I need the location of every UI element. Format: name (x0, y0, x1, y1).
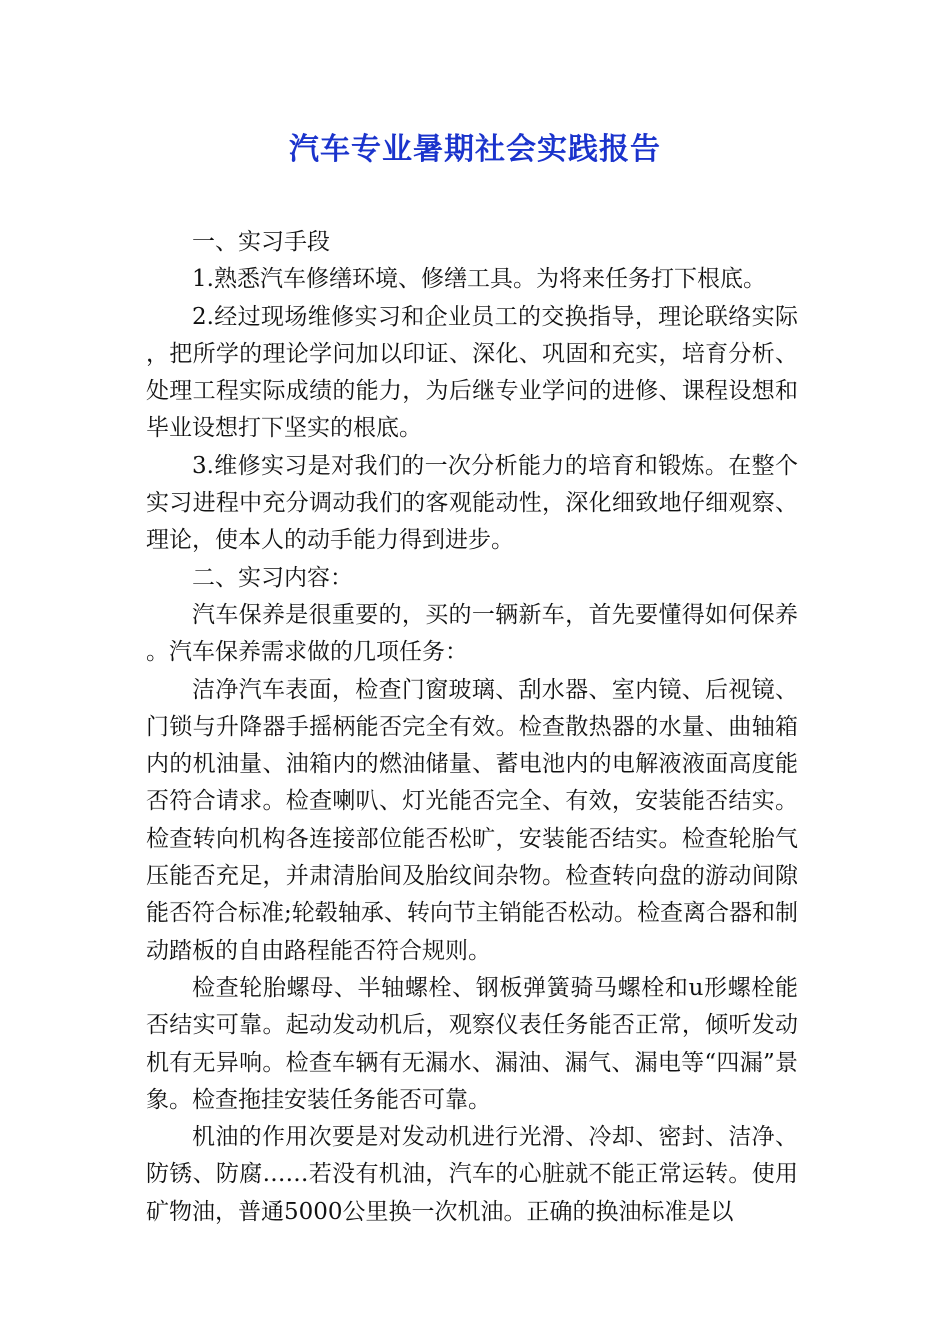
paragraph-purpose-2: 2.经过现场维修实习和企业员工的交换指导，理论联络实际，把所学的理论学问加以印证、深化、巩固和充实，培育分析、处理工程实际成绩的能力，为后继专业学问的进修、课程设想和毕业设想打下坚实的根底。 (146, 303, 798, 442)
section-heading-content: 二、实习内容： (192, 564, 353, 591)
paragraph-maintenance-intro: 汽车保养是很重要的，买的一辆新车，首先要懂得如何保养。汽车保养需求做的几项任务： (146, 601, 798, 666)
paragraph-purpose-1: 1.熟悉汽车修缮环境、修缮工具。为将来任务打下根底。 (192, 266, 766, 293)
document-title: 汽车专业暑期社会实践报告 (289, 132, 661, 167)
section-heading-purpose: 一、实习手段 (192, 229, 330, 255)
paragraph-engine-oil: 机油的作用次要是对发动机进行光滑、冷却、密封、洁净、防锈、防腐……若没有机油，汽车的心脏就不能正常运转。使用矿物油，普通5000公里换一次机油。正确的换油标准是以 (146, 1124, 798, 1225)
document-body (146, 224, 798, 1231)
paragraph-bolt-checks: 检查轮胎螺母、半轴螺栓、钢板弹簧骑马螺栓和u形螺栓能否结实可靠。起动发动机后，观察仪表任务能否正常，倾听发动机有无异响。检查车辆有无漏水、漏油、漏气、漏电等“四漏”景象。检查拖挂安装任务能否可靠。 (146, 974, 798, 1113)
paragraph-maintenance-checks: 洁净汽车表面，检查门窗玻璃、刮水器、室内镜、后视镜、门锁与升降器手摇柄能否完全有效。检查散热器的水量、曲轴箱内的机油量、油箱内的燃油储量、蓄电池内的电解液液面高度能否符合请求。检查喇叭、灯光能否完全、有效，安装能否结实。检查转向机构各连接部位能否松旷，安装能否结实。检查轮胎气压能否充足，并肃清胎间及胎纹间杂物。检查转向盘的游动间隙能否符合标准;轮毂轴承、转向节主销能否松动。检查离合器和制动踏板的自由路程能否符合规则。 (146, 676, 798, 964)
paragraph-purpose-3: 3.维修实习是对我们的一次分析能力的培育和锻炼。在整个实习进程中充分调动我们的客观能动性，深化细致地仔细观察、理论，使本人的动手能力得到进步。 (146, 452, 798, 554)
